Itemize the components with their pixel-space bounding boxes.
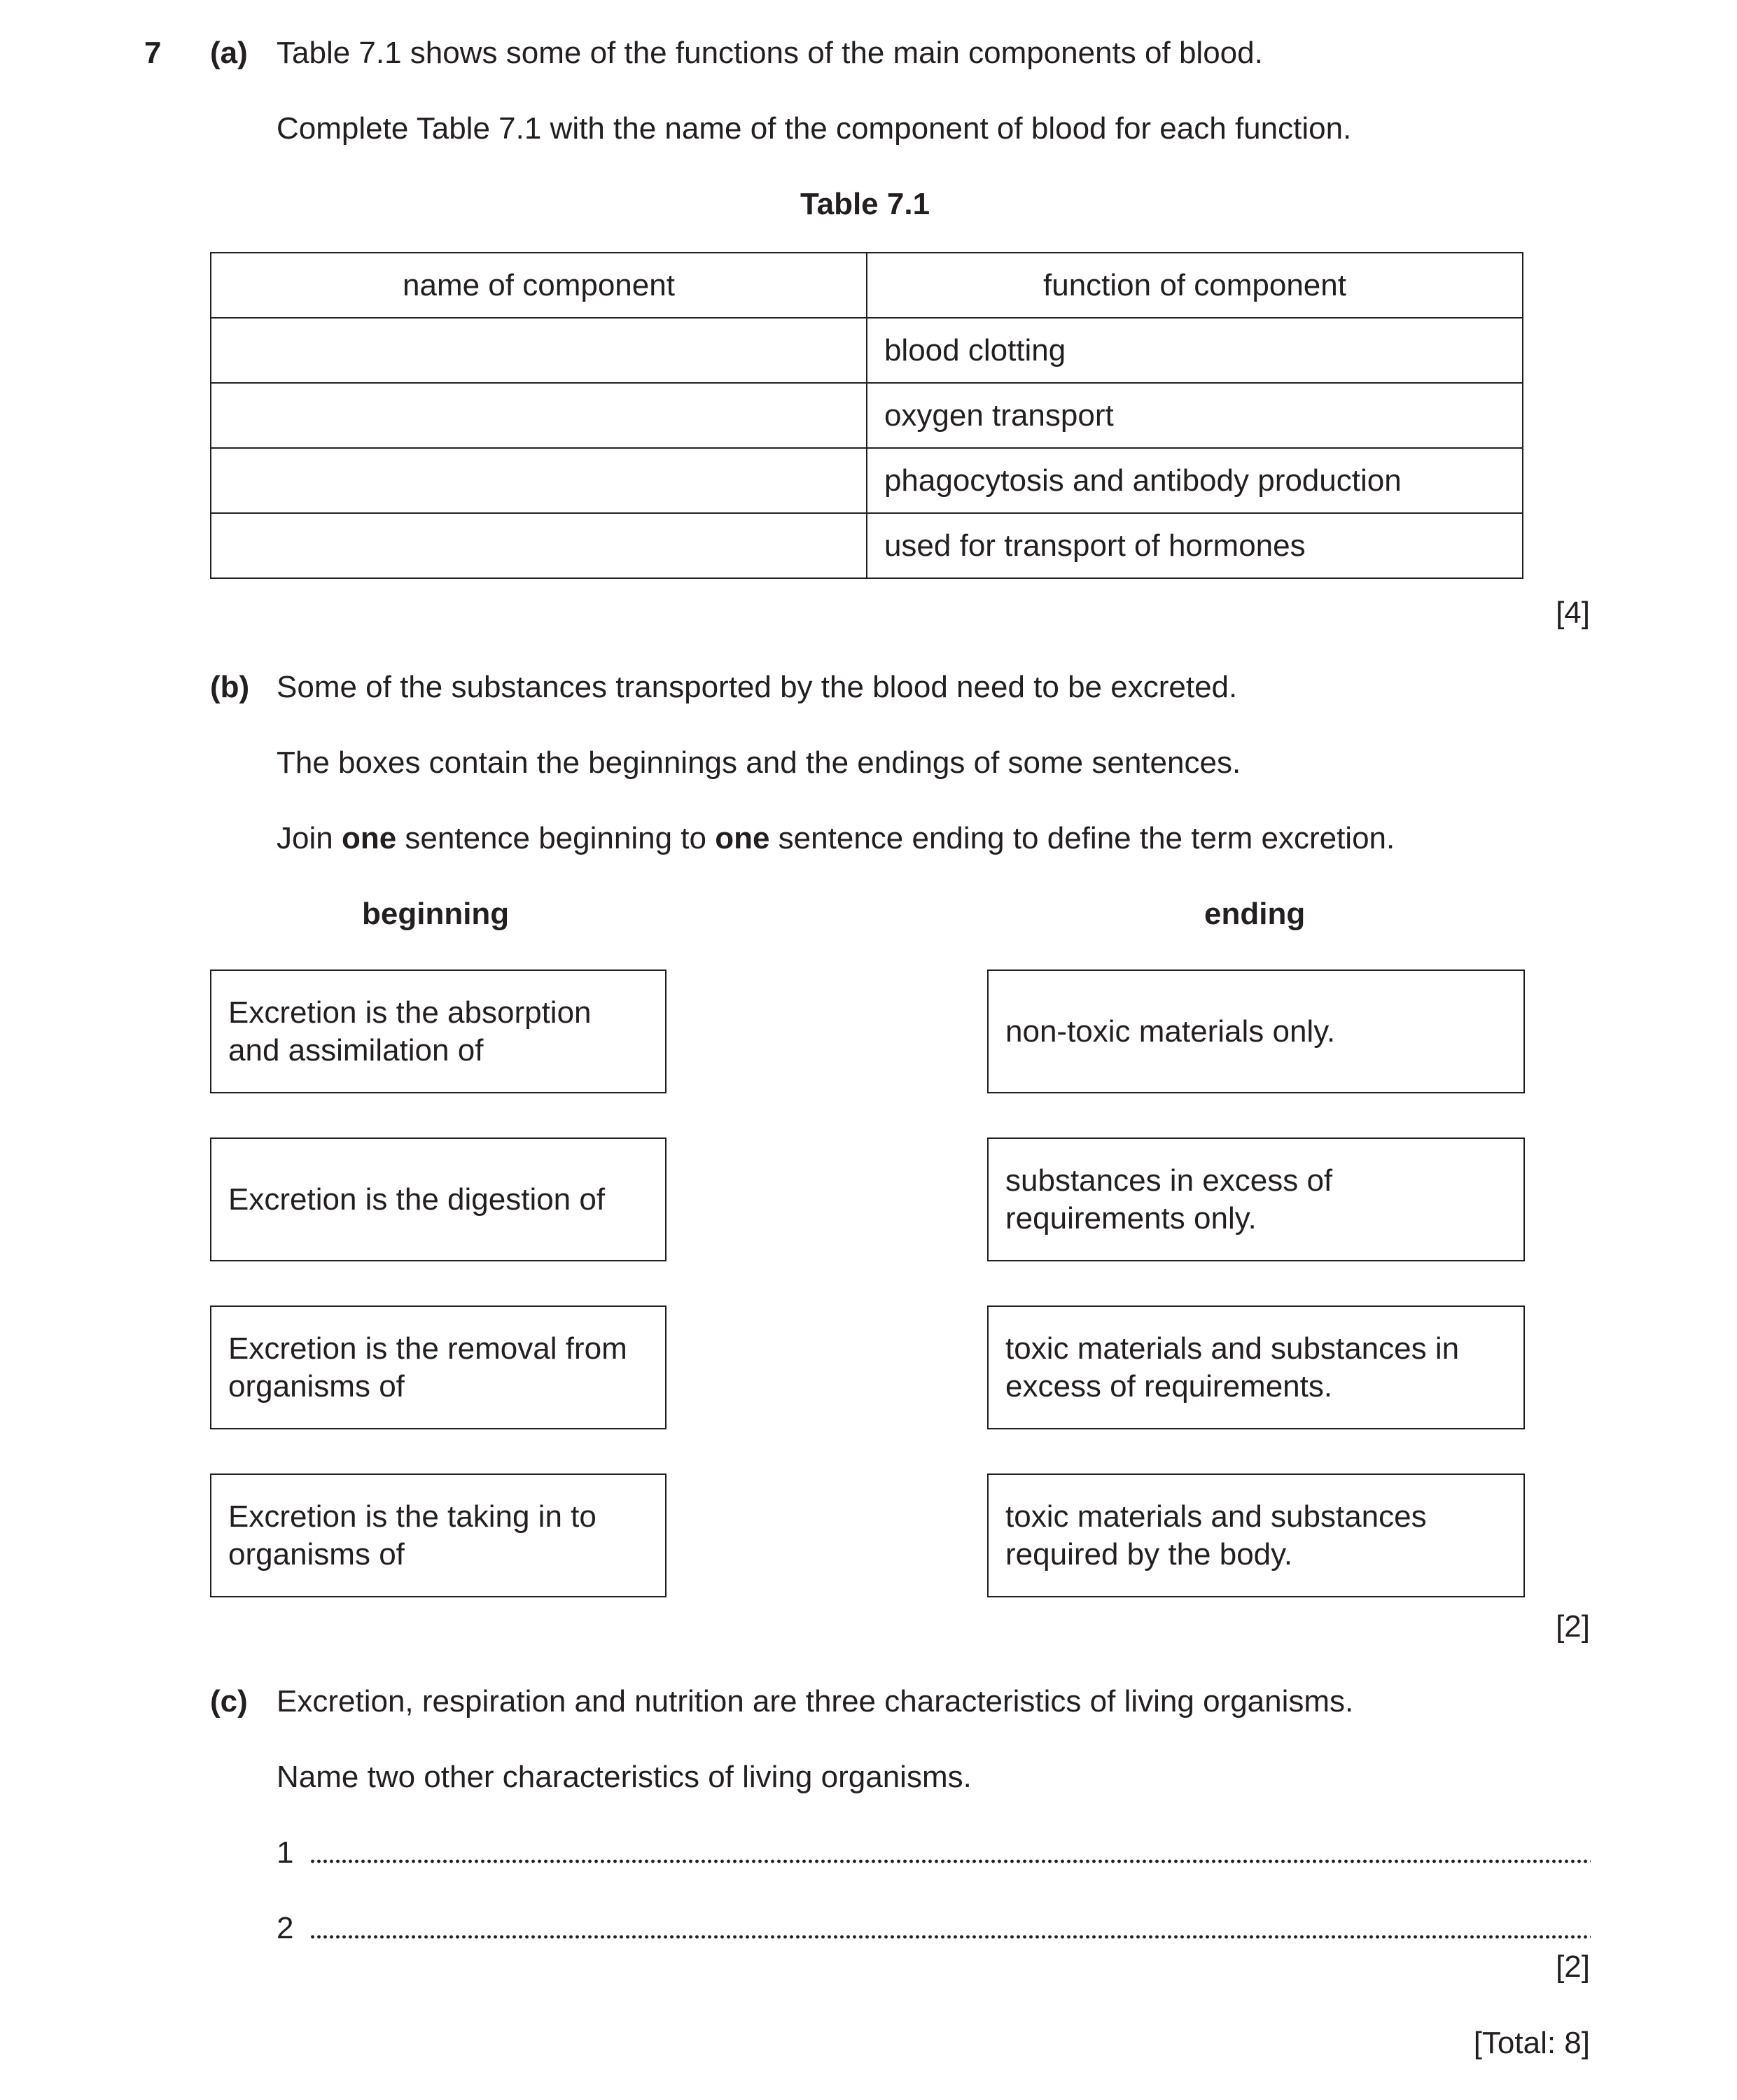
- part-a-instruction: Complete Table 7.1 with the name of the component of blood for each function.: [277, 111, 1352, 146]
- part-b-join-instruction: [277, 820, 1395, 857]
- table-row: [211, 513, 1523, 578]
- beginning-box[interactable]: [210, 969, 667, 1093]
- part-a-label: (a): [210, 36, 248, 70]
- answer-line-2[interactable]: [309, 1934, 1591, 1940]
- function-cell: blood clotting: [867, 318, 1523, 383]
- total-marks: [Total: 8]: [1473, 2026, 1590, 2060]
- join-text-2: sentence beginning to: [396, 821, 716, 855]
- beginning-text: Excretion is the removal from organisms of: [228, 1331, 627, 1404]
- ending-text: toxic materials and substances required by the body.: [1005, 1499, 1427, 1572]
- header-name-of-component: name of component: [211, 253, 867, 318]
- table-row: [211, 383, 1523, 448]
- part-b-line2: The boxes contain the beginnings and the endings of some sentences.: [277, 746, 1241, 780]
- ending-box[interactable]: [987, 1138, 1525, 1261]
- beginning-box[interactable]: [210, 1306, 667, 1429]
- ending-text: toxic materials and substances in excess of requirements.: [1005, 1331, 1460, 1404]
- part-c-marks: [2]: [1556, 1949, 1590, 1984]
- beginning-box[interactable]: [210, 1138, 667, 1261]
- answer-label-2: 2: [277, 1911, 294, 1945]
- component-name-answer-cell[interactable]: [211, 383, 867, 448]
- beginning-text: Excretion is the taking in to organisms of: [228, 1499, 597, 1572]
- answer-line-1[interactable]: [309, 1858, 1591, 1864]
- answer-label-1: 1: [277, 1835, 294, 1870]
- ending-text: non-toxic materials only.: [1005, 1014, 1336, 1049]
- function-cell: oxygen transport: [867, 383, 1523, 448]
- table-row: [211, 318, 1523, 383]
- part-b-intro: Some of the substances transported by the blood need to be excreted.: [277, 670, 1238, 704]
- join-text-3: sentence ending to define the term excretion.: [769, 821, 1395, 855]
- component-name-answer-cell[interactable]: [211, 513, 867, 578]
- beginning-box[interactable]: [210, 1474, 667, 1597]
- ending-text: substances in excess of requirements only.: [1005, 1163, 1333, 1236]
- beginning-heading: beginning: [362, 897, 510, 931]
- function-cell: phagocytosis and antibody production: [867, 448, 1523, 513]
- part-b-label: (b): [210, 670, 250, 704]
- part-c-label: (c): [210, 1684, 248, 1718]
- table-header-row: [211, 253, 1523, 318]
- join-text-1: Join: [277, 821, 342, 855]
- ending-heading: ending: [1204, 897, 1306, 931]
- header-function-of-component: function of component: [867, 253, 1523, 318]
- part-b-marks: [2]: [1556, 1609, 1590, 1644]
- ending-box[interactable]: [987, 1306, 1525, 1429]
- components-table: [210, 252, 1523, 579]
- beginning-text: Excretion is the absorption and assimilation of: [228, 995, 592, 1068]
- part-c-intro: Excretion, respiration and nutrition are three characteristics of living organisms.: [277, 1684, 1354, 1718]
- part-a-intro: Table 7.1 shows some of the functions of the main components of blood.: [277, 36, 1263, 70]
- function-cell: used for transport of hormones: [867, 513, 1523, 578]
- beginning-text: Excretion is the digestion of: [228, 1182, 606, 1217]
- part-a-marks: [4]: [1556, 596, 1590, 630]
- component-name-answer-cell[interactable]: [211, 448, 867, 513]
- table-title: Table 7.1: [800, 187, 930, 221]
- table-row: [211, 448, 1523, 513]
- component-name-answer-cell[interactable]: [211, 318, 867, 383]
- ending-box[interactable]: [987, 969, 1525, 1093]
- ending-box[interactable]: [987, 1474, 1525, 1597]
- join-bold-2: one: [715, 821, 770, 855]
- part-c-instruction: Name two other characteristics of living organisms.: [277, 1760, 972, 1794]
- question-number: 7: [144, 36, 162, 70]
- join-bold-1: one: [341, 821, 397, 855]
